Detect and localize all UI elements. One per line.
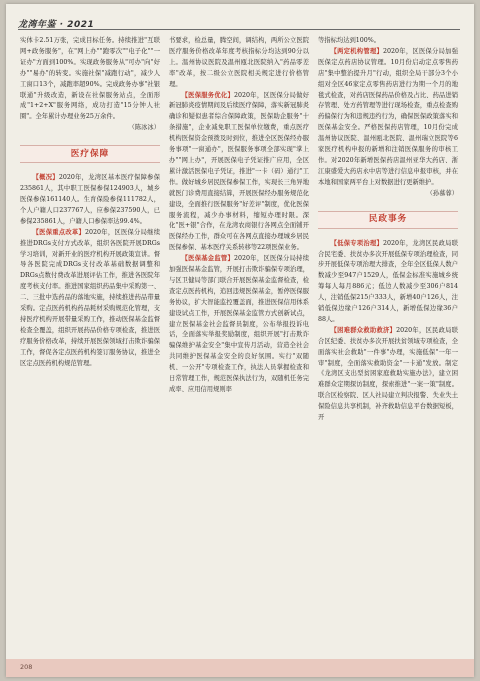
paragraph-tag: 【医保重点改革】 — [32, 228, 86, 236]
column-left — [20, 36, 160, 369]
paragraph: 等指标均达到100%。 — [318, 37, 381, 44]
paragraph-text: 2020年，区医保分局加强医保定点药店协议管理。10月份启动定点零售药店"集中整治提升月"行动，组织全局干部分3个小组对全区46家定点零售药店进行为期一个月的地毯式检查，对药店医保药品价格及占比、药品进销存管理、处方药管理等进行现场检查，重点检查购药偏保行为和违规违约行为，确保医保政策落实和医保基金安全。严格医保药店管理，10月份完成温州协议医院、温州瓯北医院、温州瑞立医院等6家医疗机构申报的新增和注销医保服务的审核工作。对2020年新增医保药店温州亚华大药店、浙江康盛爱大药店永中店等进行信息申报审核，并在本地和国家两平台上对数据进行更新维护。 — [318, 47, 459, 186]
paragraph-text: 2020年，区医保分局持续加强医保基金监管，开展打击欺诈骗保专项治理，与区卫健局等部门联合开展医保基金监督检查，检查定点医药机构，追回违规医保基金，暂停医保服务协议，扩大智能监控覆盖面，推进医保信用体系建设试点工作，开展医保基金监管方式创新试点，建立医保基金社会监督员制度，公布举报投诉电话，全面落实举报奖励制度，组织开展"打击欺诈骗保维护基金安全"集中宣传月活动，营造全社会共同维护医保基金安全的良好氛围。实行"双随机、一公开"专项检查工作，执法人员掌握检查和日常管理工作，规范医保执法行为，双随机任务完成率、应用信用规则率 — [169, 255, 310, 393]
paragraph — [20, 173, 160, 228]
paragraph — [20, 228, 160, 370]
document-page — [6, 4, 474, 677]
section-title-civil-affairs: 民政事务 — [318, 211, 458, 229]
paragraph-text: 2020年，区医保分局做好新冠肺炎疫情期间及后续医疗保障，落实新冠肺炎确诊和疑似患者综合保障政策，医保助企服务"十条措施"，企业减免职工医保单位缴费，重点医疗机构医保资金预拨及时到位，推进全区医保经办服务事项"一窗通办"，医保服务事项全部实现"掌上办""网上办"，开展医保电子凭证推广应用，全区累计激活医保电子凭证，推进"一卡（码）通行"工作。做好城乡居民医保参保工作，实现长三角异地就医门诊费用直接结算，开展医保经办服务规范化建设，全面推行医保服务"好差评"制度，优化医保服务流程，减少办事材料，缩短办理时限。深化"医+银"合作，在龙湾农商银行各网点全面铺开医保经办工作，群众可在各网点直接办理城乡居民医保参保、基本医疗关系转移等22项医保业务。 — [169, 91, 310, 252]
paragraph-tag: 【概况】 — [32, 174, 59, 182]
paragraph — [318, 326, 458, 424]
section-title-medical-security: 医疗保障 — [20, 145, 160, 163]
column-right — [318, 36, 458, 424]
page-number: 208 — [20, 663, 33, 671]
paragraph — [318, 47, 458, 189]
paragraph-text: 2020年，龙湾区民政局联合民宅委、扶贫办多次开展低保专项治理检查，同步开展低保专项治理大排查，全年全区低保人数户数减少至947户1529人，低保金标准实施城乡统筹每人每月886元；低边人数减少至306户814人，注销低保215户333人，新增40户126人，注销低保边缘户126户314人，新增低保边缘36户88人。 — [318, 239, 459, 323]
paragraph: 书要求，检总量，腾空间，调结构，两所公立医院医疗服务价格改革年度考核指标分均达到90分以上。温州协议医院及温州瓯北医院纳入"药品零差率"改革，按二级公立医院相关规定进行价格管理。 — [169, 37, 309, 88]
paragraph-tag: 【两定机构管理】 — [330, 47, 384, 55]
paragraph-text: 2020年，区民政局联合区纪委、扶贫办多次开展扶贫领域专项检查，全面落实社会救助"一件事"办理，实施低保"一年一审"制度，全面落实救助资金"一卡通"发放。制定《龙湾区支出型贫困家庭救助实施办法》，建立困难群众定期探访制度，探索推进"一案一策"制度。联合区检察院、区人社局建立判决报警、失业失土保险信息共享机制，补齐救助信息平台数据短板，开 — [318, 326, 458, 422]
author-signature: （孙慕蓉） — [426, 189, 458, 197]
paragraph: 实体卡2.51万张，完成目标任务。持续推进"互联网+政务服务"，在"网上办""跑零次""电子化""一证办"方面到100%。实现政务服务从"可办"向"好办""易办"的转变。实施社保"减跑行动"，减少人工窗口13个，减跑率超90%。完成政务办事"社银联通"升级改造，新设在社保服务站点，全面形成"1+2+X"服务网络，成功打造"15分钟人社圈"。全年累计办理业务25万余件。 — [20, 37, 160, 121]
yearbook-title: 龙湾年鉴 · 2021 — [18, 20, 95, 30]
author-signature: （陈冰冰） — [128, 124, 160, 132]
paragraph-text: 2020年，龙湾区基本医疗保障参保235861人，其中职工医保参保124903人，城乡医保参保161140人。生育保险参保111782人，个人户籍人口237767人，应参保237590人，已参保235861人，户籍人口参保率达99.4%。 — [20, 174, 161, 225]
paragraph — [318, 239, 458, 326]
paragraph-tag: 【困难群众救助救济】 — [330, 326, 397, 334]
column-middle — [169, 36, 309, 396]
paragraph-tag: 【医保服务优化】 — [181, 91, 235, 99]
paragraph — [169, 254, 309, 396]
paragraph — [169, 91, 309, 255]
paragraph-tag: 【低保专项治理】 — [330, 239, 384, 247]
page-footer — [6, 659, 474, 677]
paragraph-text: 2020年，区医保分局继续推进DRGs支付方式改革，组织各医院开展DRGs学习培训，对新开业的医疗机构开展政策宣讲。督导各医院完成DRGs支付改革基础数据调整和DRGs点数付费改革进展评估工作，推进各医院年度考核支付率。推进国家组织药品集中采购第一、二、三批中选药品的落地实施，持续推进药品带量采购。定点医药机构药品耗材采购规范化管理，支持医疗机构开展带量采购工作，推动医保基金监督检查全覆盖，组织开展药品价格专项检查，推进医疗服务价格改革，持续开展医保领域打击欺诈骗保工作，督促各定点医药机构签订服务协议，推进全区定点医药机构规范管理。 — [20, 228, 161, 367]
page-header — [18, 12, 460, 30]
paragraph-tag: 【医保基金监管】 — [181, 255, 235, 263]
